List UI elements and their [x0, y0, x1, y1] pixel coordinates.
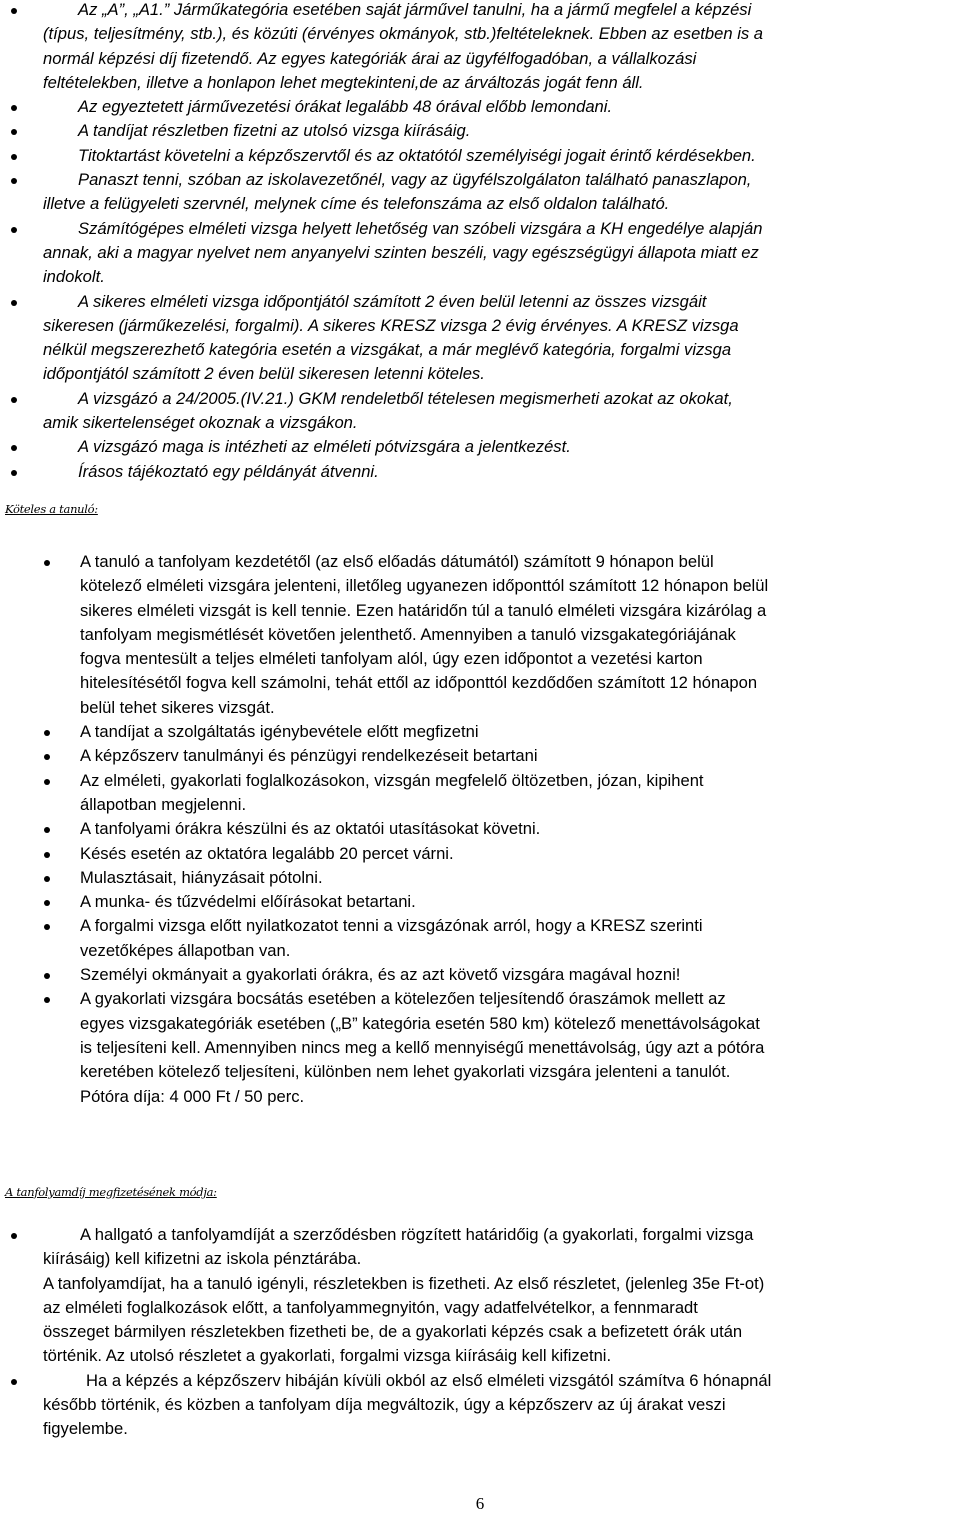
- bullet-icon: [44, 730, 50, 736]
- payment-list: [0, 1223, 960, 1442]
- list-item-line: Késés esetén az oktatóra legalább 20 percet várni.: [80, 843, 454, 863]
- page-number: 6: [475, 1494, 485, 1513]
- bullet-icon: [44, 900, 50, 906]
- list-item: [0, 144, 960, 168]
- list-item-line: amik sikertelenséget okoznak a vizsgákon.: [43, 413, 358, 433]
- list-item-line: Az egyeztetett járművezetési órákat legalább 48 órával előbb lemondani.: [78, 97, 613, 117]
- list-item-line: Ha a képzés a képzőszerv hibáján kívüli okból az első elméleti vizsgától számítva 6 hónapnál: [86, 1370, 772, 1390]
- bullet-icon: [11, 105, 17, 111]
- bullet-icon: [11, 1233, 17, 1239]
- list-item-line: A gyakorlati vizsgára bocsátás esetében a kötelezően teljesítendő óraszámok mellett az: [80, 989, 726, 1009]
- list-item: [0, 842, 960, 866]
- list-item: [0, 1223, 960, 1369]
- bullet-icon: [11, 129, 17, 135]
- list-item-line: A tanfolyami órákra készülni és az oktatói utasításokat követni.: [80, 819, 541, 839]
- bullet-icon: [11, 178, 17, 184]
- list-item-line: Titoktartást követelni a képzőszervtől és az oktatótól személyiségi jogait érintő kérdésekben.: [78, 145, 756, 165]
- list-item-line: időpontjától számított 2 éven belül sikeresen letenni köteles.: [43, 364, 485, 384]
- list-item: [0, 744, 960, 768]
- list-item-line: az elméleti foglalkozások előtt, a tanfolyammegnyitón, vagy adatfelvételkor, a fennmaradt: [43, 1297, 698, 1317]
- list-item: [0, 963, 960, 987]
- list-item: [0, 866, 960, 890]
- list-item-line: (típus, teljesítmény, stb.), és közúti (érvényes okmányok, stb.)feltételeknek. Ebben az esetben is a: [43, 24, 764, 44]
- bullet-icon: [11, 445, 17, 451]
- list-item-line: később történik, és közben a tanfolyam díja megváltozik, úgy a képzőszerv az új árakat veszi: [43, 1395, 726, 1415]
- bullet-icon: [11, 397, 17, 403]
- list-item: [0, 435, 960, 459]
- list-item-line: történik. Az utolsó részletet a gyakorlati, forgalmi vizsga kiírásáig kell kifizetni.: [43, 1346, 612, 1366]
- list-item: [0, 1369, 960, 1442]
- list-item-line: A tandíjat a szolgáltatás igénybevétele előtt megfizetni: [80, 722, 479, 742]
- bullet-icon: [11, 227, 17, 233]
- bullet-icon: [11, 300, 17, 306]
- list-item-line: A hallgató a tanfolyamdíját a szerződésben rögzített határidőig (a gyakorlati, forgalmi vizsga: [80, 1225, 754, 1244]
- list-item-line: A tanuló a tanfolyam kezdetétől (az első előadás dátumától) számított 9 hónapon belül: [80, 552, 714, 571]
- bullet-icon: [11, 8, 17, 14]
- list-item: [0, 550, 960, 720]
- list-item-line: tanfolyam megismétlését követően jelenthető. Amennyiben a tanuló vizsgakategóriájának: [80, 624, 736, 644]
- list-item-line: A munka- és tűzvédelmi előírásokat betartani.: [80, 892, 416, 912]
- list-item-line: egyes vizsgakategóriák esetében („B” kategória esetén 580 km) kötelező menettávolságokat: [80, 1013, 760, 1033]
- list-item: [0, 720, 960, 744]
- bullet-icon: [44, 852, 50, 858]
- bullet-icon: [44, 779, 50, 785]
- bullet-icon: [44, 876, 50, 882]
- list-item: [0, 0, 960, 95]
- list-item-line: A vizsgázó maga is intézheti az elméleti pótvizsgára a jelentkezést.: [78, 437, 571, 457]
- bullet-icon: [44, 827, 50, 833]
- section-heading-obligations: Köteles a tanuló:: [5, 502, 98, 516]
- bullet-icon: [11, 154, 17, 160]
- list-item: [0, 769, 960, 818]
- list-item: [0, 460, 960, 484]
- list-item-line: vezetőképes állapotban van.: [80, 940, 291, 960]
- list-item: [0, 168, 960, 217]
- list-item-line: sikeres elméleti vizsgát is kell tennie. Ezen határidőn túl a tanuló elméleti vizsgára kizárólag a: [80, 600, 767, 620]
- obligations-list: [0, 550, 960, 1109]
- list-item-line: fogva mentesült a teljes elméleti tanfolyam alól, úgy ezen időpontot a vezetési karton: [80, 649, 703, 669]
- list-item-line: A forgalmi vizsga előtt nyilatkozatot tenni a vizsgázónak arról, hogy a KRESZ szerinti: [80, 916, 703, 936]
- list-item-line: feltételekben, illetve a honlapon lehet megtekinteni,de az árváltozás jogát fenn áll.: [43, 72, 644, 92]
- list-item-line: A sikeres elméleti vizsga időpontjától számított 2 éven belül letenni az összes vizsgáit: [78, 291, 707, 311]
- list-item-line: indokolt.: [43, 267, 105, 287]
- list-item-line: állapotban megjelenni.: [80, 794, 247, 814]
- list-item-line: keretében kötelező teljesíteni, különben nem lehet gyakorlati vizsgára jelenteni a tanulót.: [80, 1062, 731, 1082]
- list-item-line: figyelembe.: [43, 1419, 128, 1439]
- list-item: [0, 290, 960, 387]
- list-item-line: Személyi okmányait a gyakorlati órákra, és az azt követő vizsgára magával hozni!: [80, 965, 681, 985]
- list-item-line: A tandíjat részletben fizetni az utolsó vizsga kiírásáig.: [78, 121, 471, 141]
- list-item-line: kötelező elméleti vizsgára jelenteni, illetőleg ugyanezen időponttól számított 12 hónapon belül: [80, 576, 769, 596]
- list-item-line: sikeresen (járműkezelési, forgalmi). A sikeres KRESZ vizsga 2 évig érvényes. A KRESZ vizsga: [43, 315, 739, 335]
- bullet-icon: [44, 754, 50, 760]
- list-item-line: Számítógépes elméleti vizsga helyett lehetőség van szóbeli vizsgára a KH engedélye alapján: [78, 218, 763, 238]
- list-item: [0, 890, 960, 914]
- bullet-icon: [11, 1379, 17, 1385]
- bullet-icon: [44, 924, 50, 930]
- bullet-icon: [44, 560, 50, 566]
- list-item: [0, 217, 960, 290]
- bullet-icon: [44, 997, 50, 1003]
- list-item-line: Mulasztásait, hiányzásait pótolni.: [80, 867, 323, 887]
- list-item-line: illetve a felügyeleti szervnél, melynek címe és telefonszáma az első oldalon található.: [43, 194, 670, 214]
- list-item-line: A tanfolyamdíjat, ha a tanuló igényli, részletekben is fizetheti. Az első részletet, (jelenleg 35e Ft-ot): [43, 1273, 765, 1293]
- list-item-line: A vizsgázó a 24/2005.(IV.21.) GKM rendeletből tételesen megismerheti azokat az okokat,: [78, 388, 733, 408]
- list-item-line: kiírásáig) kell kifizetni az iskola pénztárába.: [43, 1249, 362, 1269]
- list-item-line: Az elméleti, gyakorlati foglalkozásokon, vizsgán megfelelő öltözetben, józan, kipihent: [80, 770, 704, 790]
- list-item-line: belül tehet sikeres vizsgát.: [80, 697, 275, 717]
- list-item: [0, 817, 960, 841]
- list-item-line: Pótóra díja: 4 000 Ft / 50 perc.: [80, 1086, 305, 1106]
- list-item: [0, 119, 960, 143]
- rights-list: [0, 0, 960, 484]
- list-item-line: összeget bármilyen részletekben fizetheti be, de a gyakorlati képzés csak a befizetett órák után: [43, 1322, 743, 1342]
- bullet-icon: [44, 973, 50, 979]
- list-item: [0, 914, 960, 963]
- list-item: [0, 387, 960, 436]
- list-item-line: Az „A”, „A1.” Járműkategória esetében saját járművel tanulni, ha a jármű megfelel a képzési: [78, 0, 752, 19]
- list-item-line: hitelesítésétől fogva kell számolni, tehát ettől az időponttól kezdődően számított 12 hónapon: [80, 673, 758, 693]
- list-item: [0, 95, 960, 119]
- list-item-line: A képzőszerv tanulmányi és pénzügyi rendelkezéseit betartani: [80, 746, 538, 766]
- list-item-line: is teljesíteni kell. Amennyiben nincs meg a kellő mennyiségű menettávolság, úgy azt a pótóra: [80, 1037, 765, 1057]
- list-item-line: Panaszt tenni, szóban az iskolavezetőnél, vagy az ügyfélszolgálaton található panaszlapon,: [78, 170, 752, 190]
- list-item-line: Írásos tájékoztató egy példányát átvenni.: [78, 461, 379, 481]
- section-heading-payment: A tanfolyamdíj megfizetésének módja:: [5, 1185, 217, 1199]
- list-item: [0, 987, 960, 1108]
- list-item-line: nélkül megszerezhető kategória esetén a vizsgákat, a már meglévő kategória, forgalmi vizsga: [43, 340, 732, 360]
- bullet-icon: [11, 470, 17, 476]
- list-item-line: normál képzési díj fizetendő. Az egyes kategóriák árai az ügyfélfogadóban, a vállalkozási: [43, 48, 697, 68]
- list-item-line: annak, aki a magyar nyelvet nem anyanyelvi szinten beszéli, vagy egészségügyi állapota miatt ez: [43, 242, 759, 262]
